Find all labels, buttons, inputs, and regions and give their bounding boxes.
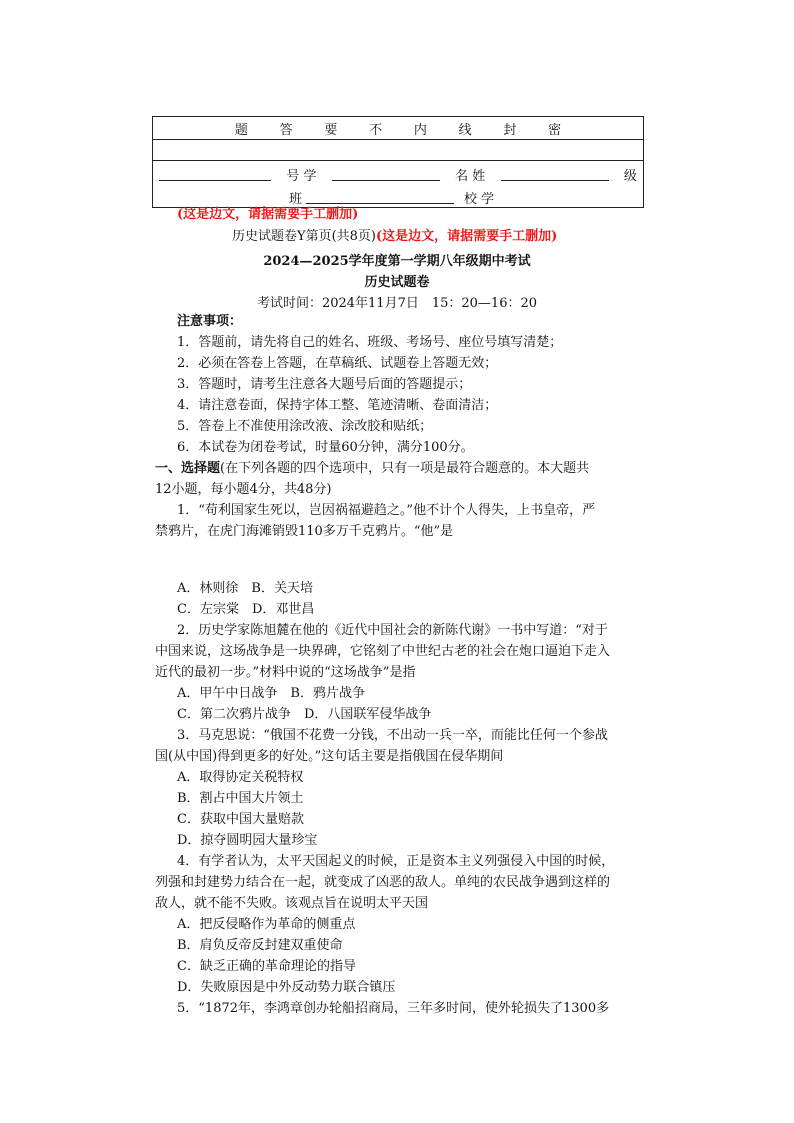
exam-time: 考试时间：2024年11月7日 15：20—16：20 [256, 296, 538, 311]
name-label: 名 姓 [455, 169, 486, 184]
q1-stem: 1．“苟利国家生死以，岂因祸福避趋之。”他不计个人得失，上书皇帝，严 [177, 503, 596, 518]
q4-option-d: D．失败原因是中外反动势力联合镇压 [177, 980, 396, 995]
seal-char: 要 [324, 122, 338, 138]
fill-blank[interactable] [306, 191, 454, 204]
page-number-line [232, 226, 557, 247]
q3-option-b: B．割占中国大片领土 [177, 791, 304, 806]
section1-desc: (在下列各题的四个选项中，只有一项是最符合题意的。本大题共 [220, 461, 590, 476]
page-number-red-note: (这是边文，请据需要手工删加) [376, 229, 558, 244]
note-item: 4．请注意卷面，保持字体工整、笔迹清晰、卷面清洁； [177, 398, 498, 413]
note-item: 5．答卷上不准使用涂改液、涂改胶和贴纸； [177, 419, 433, 434]
q1-options-cd: C．左宗棠 D．邓世昌 [177, 602, 315, 617]
exam-title: 2024—2025学年度第一学期八年级期中考试 [263, 254, 531, 269]
q4-stem-cont: 列强和封建势力结合在一起，就变成了凶恶的敌人。单纯的农民战争遇到这样的 [155, 875, 611, 890]
q5-stem: 5．“1872年，李鸿章创办轮船招商局，三年多时间，使外轮损失了1300多 [177, 1001, 610, 1016]
blank-row [153, 140, 644, 161]
fill-blank[interactable] [332, 168, 440, 181]
seal-char: 内 [413, 122, 427, 138]
seal-char: 答 [279, 122, 293, 138]
note-item: 6．本试卷为闭卷考试，时量60分钟，满分100分。 [177, 440, 474, 455]
q3-option-c: C．获取中国大量赔款 [177, 812, 304, 827]
section1-line1 [155, 458, 589, 479]
school-label: 校 学 [464, 192, 495, 207]
paper-title: 历史试题卷 [364, 275, 430, 290]
q2-options-cd: C．第二次鸦片战争 D．八国联军侵华战争 [177, 707, 432, 722]
seal-char: 线 [458, 122, 472, 138]
seal-line-cell [153, 117, 644, 140]
note-item: 2．必须在答卷上答题，在草稿纸、试题卷上答题无效； [177, 356, 498, 371]
section1-title: 一、选择题 [155, 461, 221, 476]
q4-option-c: C．缺乏正确的革命理论的指导 [177, 959, 356, 974]
q3-option-a: A．取得协定关税特权 [177, 770, 304, 785]
notes-header: 注意事项： [177, 314, 243, 329]
q2-stem: 2．历史学家陈旭麓在他的《近代中国社会的新陈代谢》一书中写道：“对于 [177, 623, 608, 638]
q4-stem: 4．有学者认为，太平天国起义的时候，正是资本主义列强侵入中国的时候， [177, 854, 615, 869]
q1-stem-cont: 禁鸦片，在虎门海滩销毁110多万千克鸦片。“他”是 [155, 524, 454, 539]
note-item: 3．答题时，请考生注意各大题号后面的答题提示； [177, 377, 472, 392]
seal-char: 密 [548, 122, 562, 138]
grade-label: 级 [623, 169, 637, 184]
note-item: 1．答题前，请先将自己的姓名、班级、考场号、座位号填写清楚； [177, 335, 563, 350]
fill-blank[interactable] [159, 168, 271, 181]
q3-stem: 3．马克思说：“俄国不花费一分钱，不出动一兵一卒，而能比任何一个参战 [177, 728, 608, 743]
q4-stem-cont: 敌人，就不能不失败。该观点旨在说明太平天国 [155, 896, 429, 911]
q3-option-d: D．掠夺圆明园大量珍宝 [177, 833, 318, 848]
seal-char: 封 [503, 122, 517, 138]
q2-stem-cont: 中国来说，这场战争是一块界碑，它铭刻了中世纪古老的社会在炮口逼迫下走入 [155, 644, 611, 659]
edge-note: (这是边文，请据需要手工删加) [177, 207, 359, 222]
student-info-cell [153, 161, 644, 208]
seal-line-table [152, 116, 644, 208]
seal-char: 不 [369, 122, 383, 138]
seal-char: 题 [234, 122, 248, 138]
q4-option-a: A．把反侵略作为革命的侧重点 [177, 917, 356, 932]
q3-stem-cont: 国(从中国)得到更多的好处。”这句话主要是指俄国在侵华期间 [155, 749, 504, 764]
fill-blank[interactable] [501, 168, 609, 181]
page-number-text: 历史试题卷Y第页(共8页) [232, 229, 376, 244]
section1-desc-cont: 12小题，每小题4分，共48分) [155, 482, 332, 497]
q4-option-b: B．肩负反帝反封建双重使命 [177, 938, 343, 953]
q1-options-ab: A．林则徐 B．关天培 [177, 581, 313, 596]
student-id-label: 号 学 [286, 169, 317, 184]
class-label: 班 [289, 192, 303, 207]
q2-stem-cont: 近代的最初一步。”材料中说的“这场战争”是指 [155, 665, 416, 680]
q2-options-ab: A．甲午中日战争 B．鸦片战争 [177, 686, 365, 701]
